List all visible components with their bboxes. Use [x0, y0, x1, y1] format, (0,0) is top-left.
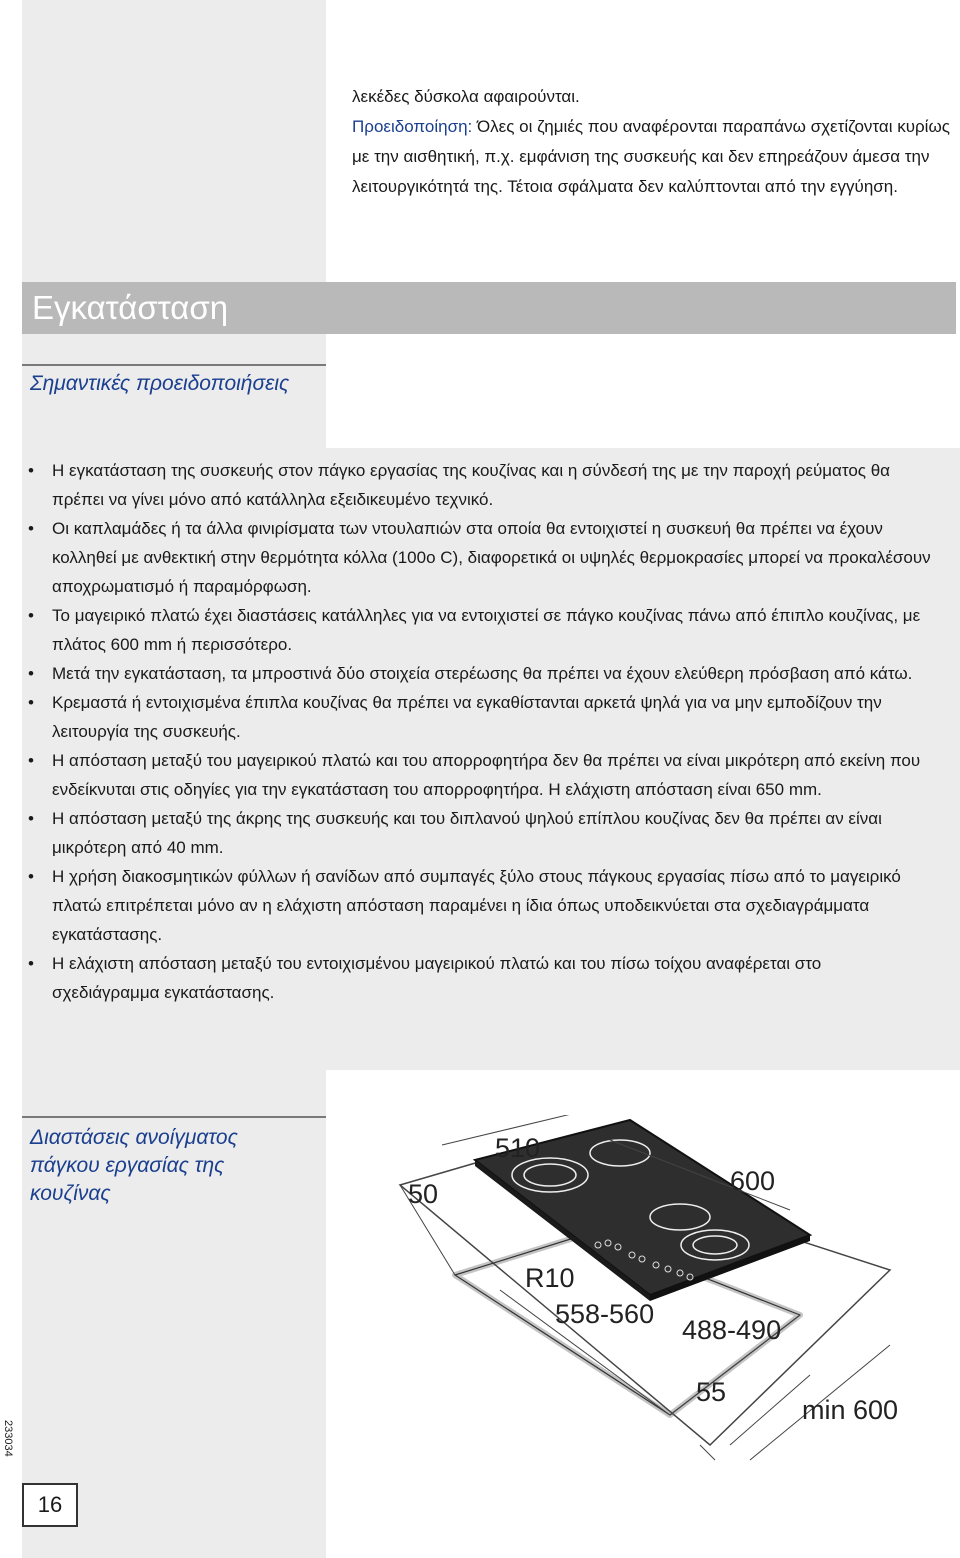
- list-item: • Οι καπλαμάδες ή τα άλλα φινιρίσματα των ντουλαπιών στα οποία θα εντοιχιστεί η συσκευή θα πρέπει να έχουν κολληθεί με ανθεκτική στην θερμότητα κόλλα (100o C), διαφορετικά οι υψηλές θερμοκρασίες μπορεί να προκαλέσουν αποχρωματισμό ή παραμόρφωση.: [26, 514, 931, 601]
- list-item: • Η απόσταση μεταξύ της άκρης της συσκευής και του διπλανού ψηλού επίπλου κουζίνας δεν θα πρέπει αν είναι μικρότερη από 40 mm.: [26, 804, 931, 862]
- page-number: 16: [22, 1483, 78, 1527]
- dim-r10: R10: [525, 1263, 575, 1293]
- list-item: • Το μαγειρικό πλατώ έχει διαστάσεις κατάλληλες για να εντοιχιστεί σε πάγκο κουζίνας πάνω από έπιπλο κουζίνας, με πλάτος 600 mm ή περισσότερο.: [26, 601, 931, 659]
- list-item: • Η απόσταση μεταξύ του μαγειρικού πλατώ και του απορροφητήρα δεν θα πρέπει να είναι μικρότερη από εκείνη που ενδείκνυται στις οδηγίες για την εγκατάσταση του απορροφητήρα. Η ελάχιστη απόσταση είναι 650 mm.: [26, 746, 931, 804]
- intro-line: λεκέδες δύσκολα αφαιρούνται.: [352, 87, 580, 106]
- dim-min-600: min 600: [802, 1395, 899, 1425]
- list-item: • Η χρήση διακοσμητικών φύλλων ή σανίδων από συμπαγές ξύλο στους πάγκους εργασίας πίσω από το μαγειρικό πλατώ επιτρέπεται μόνο αν η ελάχιστη απόσταση παραμένει η ίδια όπως υποδεικνύεται στα σχεδιαγράμματα εγκατάστασης.: [26, 862, 931, 949]
- dim-600: 600: [730, 1166, 776, 1196]
- list-item: • Η εγκατάσταση της συσκευής στον πάγκο εργασίας της κουζίνας και η σύνδεσή της με την παροχή ρεύματος θα πρέπει να γίνει μόνο από κατάλληλα εξειδικευμένο τεχνικό.: [26, 456, 931, 514]
- dim-510: 510: [495, 1133, 541, 1163]
- intro-paragraph: [352, 82, 952, 202]
- dim-488-490: 488-490: [682, 1315, 782, 1345]
- list-item: • Κρεμαστά ή εντοιχισμένα έπιπλα κουζίνας θα πρέπει να εγκαθίστανται αρκετά ψηλά για να μην εμποδίζουν την λειτουργία της συσκευής.: [26, 688, 931, 746]
- warnings-list: [26, 456, 931, 1007]
- dimensions-heading: Διαστάσεις ανοίγματος πάγκου εργασίας της κουζίνας: [30, 1126, 238, 1205]
- warning-text: Όλες οι ζημιές που αναφέρονται παραπάνω σχετίζονται κυρίως με την αισθητική, π.χ. εμφάνιση της συσκευής και δεν επηρεάζουν άμεσα την λειτουργικότητά της. Τέτοια σφάλματα δεν καλύπτονται από την εγγύηση.: [352, 117, 950, 196]
- dim-55: 55: [696, 1377, 727, 1407]
- dimensions-heading-rule: [22, 1116, 326, 1118]
- cutout-dimensions-diagram: [370, 1115, 950, 1535]
- dim-50: 50: [408, 1179, 439, 1209]
- section-title-bar: [22, 282, 956, 334]
- heading-rule: [22, 364, 326, 366]
- document-code: 233034: [2, 1420, 14, 1457]
- important-warnings-heading: Σημαντικές προειδοποιήσεις: [30, 372, 290, 395]
- warning-label: Προειδοποίηση:: [352, 117, 473, 136]
- list-item: • Η ελάχιστη απόσταση μεταξύ του εντοιχισμένου μαγειρικού πλατώ και του πίσω τοίχου αναφέρεται στο σχεδιάγραμμα εγκατάστασης.: [26, 949, 931, 1007]
- section-title: Εγκατάσταση: [32, 289, 229, 326]
- warning-paragraph: [352, 112, 952, 202]
- list-item: • Μετά την εγκατάσταση, τα μπροστινά δύο στοιχεία στερέωσης θα πρέπει να έχουν ελεύθερη πρόσβαση από κάτω.: [26, 659, 931, 688]
- dim-558-560: 558-560: [555, 1299, 655, 1329]
